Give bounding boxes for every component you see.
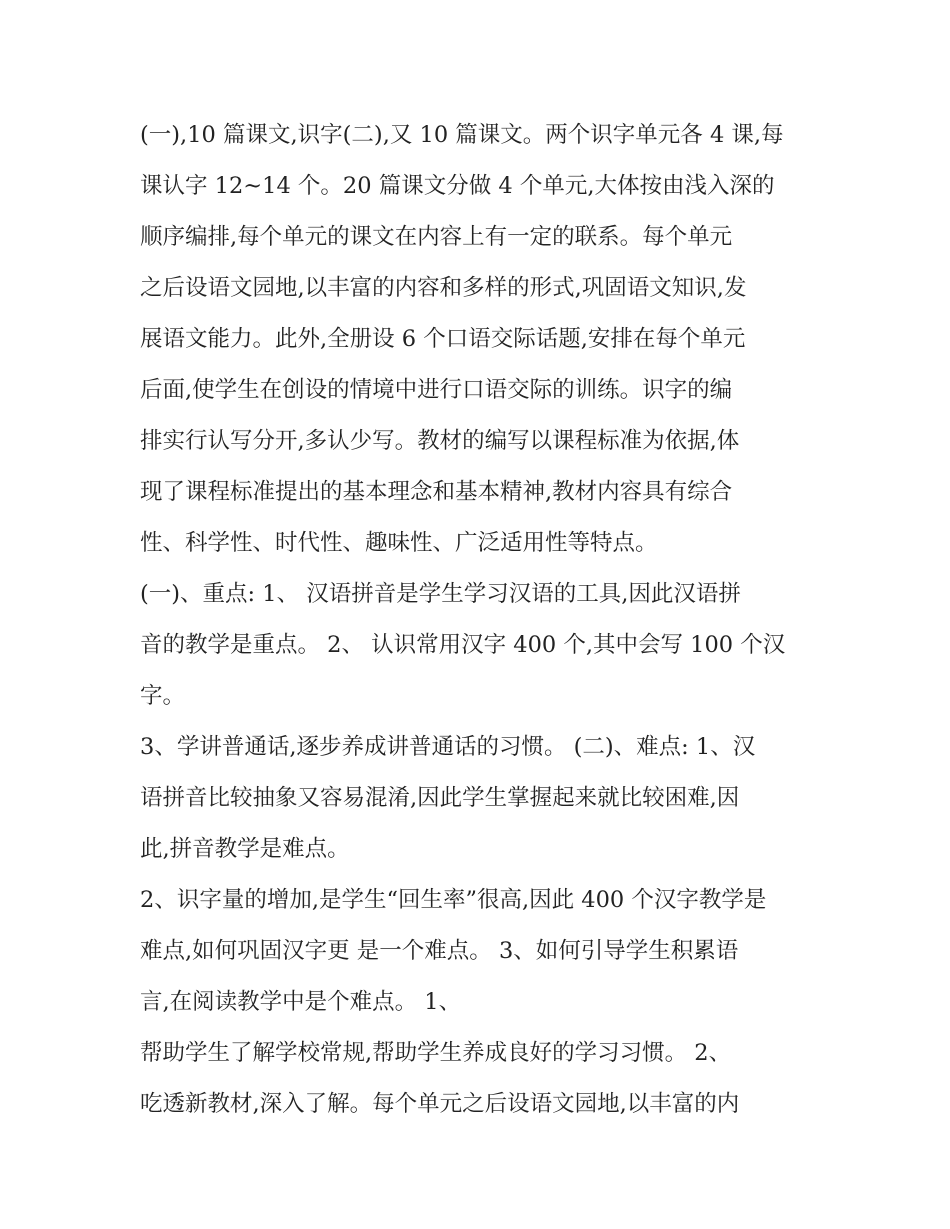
text-line: 展语文能力。此外,全册设 6 个口语交际话题,安排在每个单元 [140,326,746,352]
text-line: 2、识字量的增加,是学生“回生率”很高,因此 400 个汉字教学是 [140,887,767,913]
document-body [140,110,820,1130]
text-line: 帮助学生了解学校常规,帮助学生养成良好的学习习惯。 2、 [140,1040,732,1066]
text-line: 语拼音比较抽象又容易混淆,因此学生掌握起来就比较困难,因 [140,785,740,811]
text-line: 现了课程标准提出的基本理念和基本精神,教材内容具有综合 [140,479,733,505]
text-line: 难点,如何巩固汉字更 是一个难点。 3、如何引导学生积累语 [140,938,739,964]
text-line: 字。 [140,683,186,709]
text-line: 后面,使学生在创设的情境中进行口语交际的训练。识字的编 [140,377,733,403]
text-line: 之后设语文园地,以丰富的内容和多样的形式,巩固语文知识,发 [140,275,747,301]
text-line: (一),10 篇课文,识字(二),又 10 篇课文。两个识字单元各 4 课,每 [140,122,784,148]
text-line: 课认字 12~14 个。20 篇课文分做 4 个单元,大体按由浅入深的 [140,173,775,199]
text-line: 音的教学是重点。 2、 认识常用汉字 400 个,其中会写 100 个汉 [140,632,786,658]
text-line: 言,在阅读教学中是个难点。 1、 [140,989,462,1015]
text-line: 吃透新教材,深入了解。每个单元之后设语文园地,以丰富的内 [140,1091,740,1117]
text-line: 此,拼音教学是难点。 [140,836,350,862]
text-line: (一)、重点: 1、 汉语拼音是学生学习汉语的工具,因此汉语拼 [140,581,741,607]
text-line: 性、科学性、时代性、趣味性、广泛适用性等特点。 [140,530,658,556]
text-line: 排实行认写分开,多认少写。教材的编写以课程标准为依据,体 [140,428,740,454]
text-line: 顺序编排,每个单元的课文在内容上有一定的联系。每个单元 [140,224,733,250]
text-line: 3、学讲普通话,逐步养成讲普通话的习惯。 (二)、难点: 1、汉 [140,734,756,760]
